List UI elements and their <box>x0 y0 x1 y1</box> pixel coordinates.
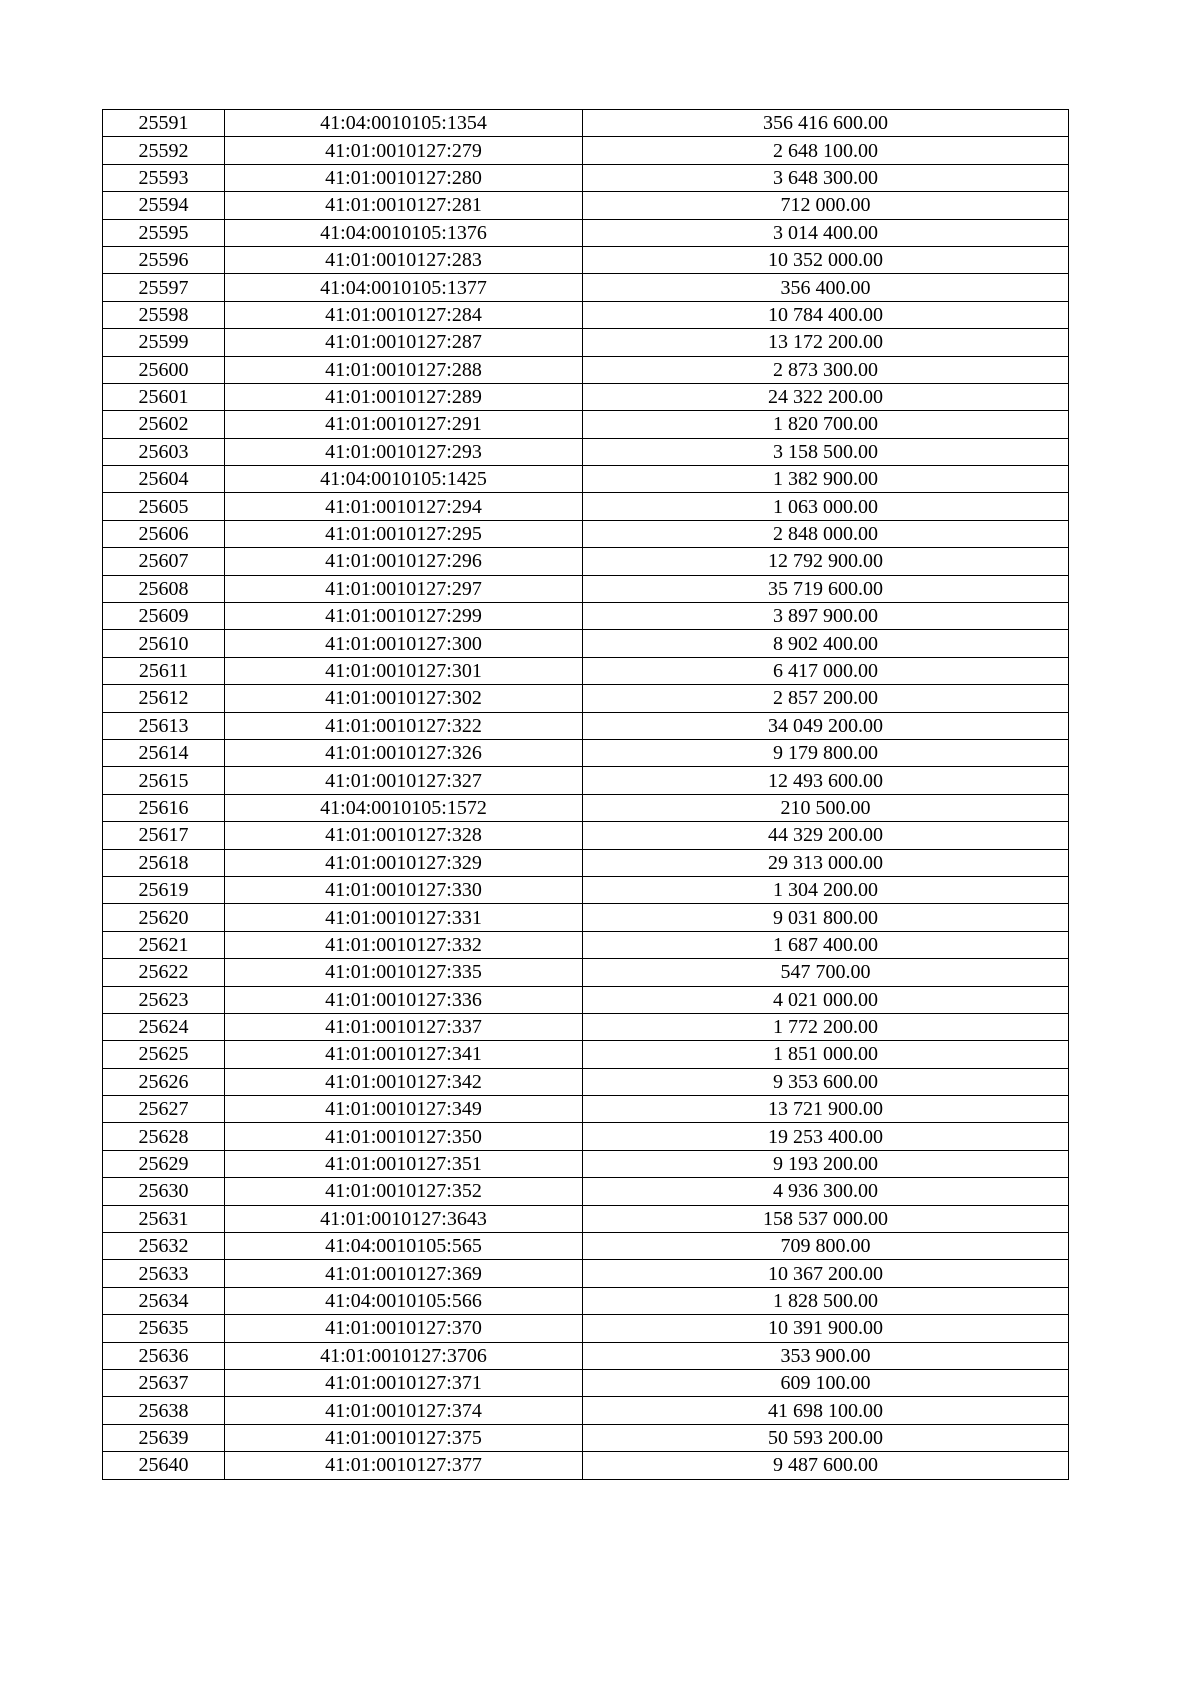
cadastral-value-cell: 1 304 200.00 <box>583 876 1069 903</box>
table-row <box>103 1178 1069 1205</box>
cadastral-value-cell: 8 902 400.00 <box>583 630 1069 657</box>
cadastral-number-cell: 41:01:0010127:287 <box>225 329 583 356</box>
cadastral-value-cell: 13 172 200.00 <box>583 329 1069 356</box>
table-row <box>103 630 1069 657</box>
cadastral-value-cell: 2 857 200.00 <box>583 685 1069 712</box>
table-row <box>103 1315 1069 1342</box>
cadastral-number-cell: 41:01:0010127:302 <box>225 685 583 712</box>
cadastral-value-cell: 12 792 900.00 <box>583 548 1069 575</box>
row-number-cell: 25630 <box>103 1178 225 1205</box>
cadastral-number-cell: 41:01:0010127:377 <box>225 1452 583 1479</box>
cadastral-value-cell: 19 253 400.00 <box>583 1123 1069 1150</box>
cadastral-value-cell: 3 897 900.00 <box>583 603 1069 630</box>
cadastral-number-cell: 41:04:0010105:1354 <box>225 110 583 137</box>
table-row <box>103 356 1069 383</box>
cadastral-value-cell: 9 193 200.00 <box>583 1150 1069 1177</box>
table-row <box>103 466 1069 493</box>
cadastral-number-cell: 41:01:0010127:374 <box>225 1397 583 1424</box>
table-row <box>103 301 1069 328</box>
row-number-cell: 25597 <box>103 274 225 301</box>
cadastral-value-cell: 2 873 300.00 <box>583 356 1069 383</box>
cadastral-number-cell: 41:01:0010127:335 <box>225 959 583 986</box>
cadastral-number-cell: 41:01:0010127:301 <box>225 657 583 684</box>
cadastral-number-cell: 41:01:0010127:3643 <box>225 1205 583 1232</box>
table-row <box>103 1342 1069 1369</box>
table-row <box>103 603 1069 630</box>
cadastral-number-cell: 41:01:0010127:369 <box>225 1260 583 1287</box>
table-row <box>103 849 1069 876</box>
table-row <box>103 959 1069 986</box>
cadastral-value-cell: 353 900.00 <box>583 1342 1069 1369</box>
table-row <box>103 219 1069 246</box>
table-row <box>103 1150 1069 1177</box>
cadastral-number-cell: 41:01:0010127:370 <box>225 1315 583 1342</box>
table-row <box>103 1452 1069 1479</box>
table-row <box>103 1068 1069 1095</box>
row-number-cell: 25628 <box>103 1123 225 1150</box>
cadastral-value-cell: 35 719 600.00 <box>583 575 1069 602</box>
row-number-cell: 25616 <box>103 794 225 821</box>
cadastral-number-cell: 41:01:0010127:3706 <box>225 1342 583 1369</box>
cadastral-number-cell: 41:01:0010127:293 <box>225 438 583 465</box>
cadastral-value-cell: 1 851 000.00 <box>583 1041 1069 1068</box>
row-number-cell: 25618 <box>103 849 225 876</box>
row-number-cell: 25621 <box>103 931 225 958</box>
row-number-cell: 25612 <box>103 685 225 712</box>
cadastral-value-cell: 13 721 900.00 <box>583 1096 1069 1123</box>
cadastral-value-cell: 3 648 300.00 <box>583 164 1069 191</box>
cadastral-number-cell: 41:01:0010127:337 <box>225 1013 583 1040</box>
row-number-cell: 25615 <box>103 767 225 794</box>
row-number-cell: 25623 <box>103 986 225 1013</box>
row-number-cell: 25595 <box>103 219 225 246</box>
cadastral-value-cell: 3 014 400.00 <box>583 219 1069 246</box>
table-row <box>103 712 1069 739</box>
cadastral-number-cell: 41:01:0010127:330 <box>225 876 583 903</box>
table-row <box>103 520 1069 547</box>
cadastral-value-cell: 712 000.00 <box>583 192 1069 219</box>
row-number-cell: 25620 <box>103 904 225 931</box>
cadastral-value-cell: 1 828 500.00 <box>583 1287 1069 1314</box>
row-number-cell: 25635 <box>103 1315 225 1342</box>
cadastral-value-cell: 1 382 900.00 <box>583 466 1069 493</box>
cadastral-number-cell: 41:01:0010127:291 <box>225 411 583 438</box>
cadastral-number-cell: 41:01:0010127:341 <box>225 1041 583 1068</box>
cadastral-value-cell: 10 784 400.00 <box>583 301 1069 328</box>
cadastral-value-cell: 29 313 000.00 <box>583 849 1069 876</box>
cadastral-value-cell: 24 322 200.00 <box>583 383 1069 410</box>
table-row <box>103 794 1069 821</box>
table-row <box>103 246 1069 273</box>
cadastral-value-cell: 10 367 200.00 <box>583 1260 1069 1287</box>
cadastral-number-cell: 41:01:0010127:328 <box>225 822 583 849</box>
cadastral-number-cell: 41:01:0010127:295 <box>225 520 583 547</box>
cadastral-number-cell: 41:01:0010127:279 <box>225 137 583 164</box>
table-row <box>103 1096 1069 1123</box>
cadastral-value-cell: 1 687 400.00 <box>583 931 1069 958</box>
table-row <box>103 1369 1069 1396</box>
cadastral-number-cell: 41:01:0010127:329 <box>225 849 583 876</box>
table-row <box>103 657 1069 684</box>
cadastral-value-cell: 210 500.00 <box>583 794 1069 821</box>
row-number-cell: 25594 <box>103 192 225 219</box>
row-number-cell: 25634 <box>103 1287 225 1314</box>
row-number-cell: 25624 <box>103 1013 225 1040</box>
cadastral-value-table <box>102 109 1069 1480</box>
cadastral-value-cell: 1 820 700.00 <box>583 411 1069 438</box>
cadastral-number-cell: 41:04:0010105:1572 <box>225 794 583 821</box>
table-row <box>103 1013 1069 1040</box>
cadastral-value-cell: 709 800.00 <box>583 1233 1069 1260</box>
cadastral-number-cell: 41:01:0010127:327 <box>225 767 583 794</box>
row-number-cell: 25631 <box>103 1205 225 1232</box>
table-row <box>103 1287 1069 1314</box>
cadastral-number-cell: 41:01:0010127:296 <box>225 548 583 575</box>
table-row <box>103 1424 1069 1451</box>
row-number-cell: 25603 <box>103 438 225 465</box>
row-number-cell: 25640 <box>103 1452 225 1479</box>
row-number-cell: 25639 <box>103 1424 225 1451</box>
cadastral-value-cell: 158 537 000.00 <box>583 1205 1069 1232</box>
table-row <box>103 1397 1069 1424</box>
table-row <box>103 137 1069 164</box>
cadastral-number-cell: 41:01:0010127:284 <box>225 301 583 328</box>
cadastral-value-cell: 609 100.00 <box>583 1369 1069 1396</box>
cadastral-number-cell: 41:01:0010127:371 <box>225 1369 583 1396</box>
row-number-cell: 25626 <box>103 1068 225 1095</box>
row-number-cell: 25605 <box>103 493 225 520</box>
row-number-cell: 25633 <box>103 1260 225 1287</box>
row-number-cell: 25591 <box>103 110 225 137</box>
table-row <box>103 438 1069 465</box>
cadastral-number-cell: 41:04:0010105:565 <box>225 1233 583 1260</box>
cadastral-number-cell: 41:01:0010127:300 <box>225 630 583 657</box>
table-row <box>103 329 1069 356</box>
table-row <box>103 904 1069 931</box>
table-row <box>103 1123 1069 1150</box>
table-body <box>103 110 1069 1480</box>
cadastral-value-cell: 34 049 200.00 <box>583 712 1069 739</box>
cadastral-value-cell: 10 352 000.00 <box>583 246 1069 273</box>
row-number-cell: 25608 <box>103 575 225 602</box>
row-number-cell: 25609 <box>103 603 225 630</box>
cadastral-value-cell: 547 700.00 <box>583 959 1069 986</box>
table-row <box>103 164 1069 191</box>
cadastral-value-cell: 9 031 800.00 <box>583 904 1069 931</box>
cadastral-value-cell: 41 698 100.00 <box>583 1397 1069 1424</box>
row-number-cell: 25606 <box>103 520 225 547</box>
table-row <box>103 575 1069 602</box>
cadastral-number-cell: 41:01:0010127:289 <box>225 383 583 410</box>
row-number-cell: 25600 <box>103 356 225 383</box>
row-number-cell: 25629 <box>103 1150 225 1177</box>
cadastral-value-cell: 50 593 200.00 <box>583 1424 1069 1451</box>
row-number-cell: 25619 <box>103 876 225 903</box>
row-number-cell: 25638 <box>103 1397 225 1424</box>
table-row <box>103 411 1069 438</box>
cadastral-value-cell: 4 936 300.00 <box>583 1178 1069 1205</box>
table-row <box>103 1041 1069 1068</box>
cadastral-value-cell: 12 493 600.00 <box>583 767 1069 794</box>
cadastral-number-cell: 41:01:0010127:375 <box>225 1424 583 1451</box>
row-number-cell: 25593 <box>103 164 225 191</box>
table-row <box>103 986 1069 1013</box>
cadastral-value-cell: 4 021 000.00 <box>583 986 1069 1013</box>
cadastral-number-cell: 41:01:0010127:336 <box>225 986 583 1013</box>
table-row <box>103 1233 1069 1260</box>
cadastral-value-cell: 356 416 600.00 <box>583 110 1069 137</box>
row-number-cell: 25617 <box>103 822 225 849</box>
row-number-cell: 25611 <box>103 657 225 684</box>
cadastral-number-cell: 41:01:0010127:280 <box>225 164 583 191</box>
cadastral-number-cell: 41:01:0010127:299 <box>225 603 583 630</box>
cadastral-value-cell: 9 487 600.00 <box>583 1452 1069 1479</box>
row-number-cell: 25636 <box>103 1342 225 1369</box>
row-number-cell: 25607 <box>103 548 225 575</box>
cadastral-number-cell: 41:01:0010127:297 <box>225 575 583 602</box>
row-number-cell: 25610 <box>103 630 225 657</box>
row-number-cell: 25598 <box>103 301 225 328</box>
row-number-cell: 25632 <box>103 1233 225 1260</box>
table-row <box>103 1205 1069 1232</box>
cadastral-value-cell: 9 179 800.00 <box>583 739 1069 766</box>
table-row <box>103 1260 1069 1287</box>
table-row <box>103 822 1069 849</box>
cadastral-number-cell: 41:01:0010127:350 <box>225 1123 583 1150</box>
row-number-cell: 25627 <box>103 1096 225 1123</box>
row-number-cell: 25614 <box>103 739 225 766</box>
table-row <box>103 685 1069 712</box>
row-number-cell: 25602 <box>103 411 225 438</box>
cadastral-value-cell: 1 772 200.00 <box>583 1013 1069 1040</box>
row-number-cell: 25601 <box>103 383 225 410</box>
cadastral-number-cell: 41:04:0010105:1377 <box>225 274 583 301</box>
row-number-cell: 25604 <box>103 466 225 493</box>
cadastral-number-cell: 41:01:0010127:342 <box>225 1068 583 1095</box>
table-row <box>103 876 1069 903</box>
cadastral-number-cell: 41:01:0010127:294 <box>225 493 583 520</box>
cadastral-value-cell: 1 063 000.00 <box>583 493 1069 520</box>
row-number-cell: 25599 <box>103 329 225 356</box>
table-row <box>103 110 1069 137</box>
cadastral-value-cell: 2 848 000.00 <box>583 520 1069 547</box>
cadastral-number-cell: 41:04:0010105:1376 <box>225 219 583 246</box>
cadastral-value-cell: 9 353 600.00 <box>583 1068 1069 1095</box>
table-row <box>103 192 1069 219</box>
cadastral-number-cell: 41:01:0010127:331 <box>225 904 583 931</box>
cadastral-number-cell: 41:01:0010127:322 <box>225 712 583 739</box>
cadastral-value-cell: 10 391 900.00 <box>583 1315 1069 1342</box>
table-row <box>103 493 1069 520</box>
cadastral-value-cell: 356 400.00 <box>583 274 1069 301</box>
cadastral-value-cell: 6 417 000.00 <box>583 657 1069 684</box>
row-number-cell: 25592 <box>103 137 225 164</box>
cadastral-number-cell: 41:04:0010105:566 <box>225 1287 583 1314</box>
cadastral-value-cell: 3 158 500.00 <box>583 438 1069 465</box>
table-row <box>103 767 1069 794</box>
cadastral-value-cell: 44 329 200.00 <box>583 822 1069 849</box>
cadastral-number-cell: 41:01:0010127:283 <box>225 246 583 273</box>
row-number-cell: 25596 <box>103 246 225 273</box>
cadastral-number-cell: 41:01:0010127:332 <box>225 931 583 958</box>
cadastral-number-cell: 41:01:0010127:281 <box>225 192 583 219</box>
cadastral-number-cell: 41:04:0010105:1425 <box>225 466 583 493</box>
row-number-cell: 25637 <box>103 1369 225 1396</box>
cadastral-number-cell: 41:01:0010127:352 <box>225 1178 583 1205</box>
table-row <box>103 548 1069 575</box>
row-number-cell: 25625 <box>103 1041 225 1068</box>
table-row <box>103 383 1069 410</box>
cadastral-value-cell: 2 648 100.00 <box>583 137 1069 164</box>
cadastral-number-cell: 41:01:0010127:349 <box>225 1096 583 1123</box>
row-number-cell: 25613 <box>103 712 225 739</box>
cadastral-number-cell: 41:01:0010127:351 <box>225 1150 583 1177</box>
table-row <box>103 274 1069 301</box>
cadastral-number-cell: 41:01:0010127:326 <box>225 739 583 766</box>
table-row <box>103 931 1069 958</box>
table-row <box>103 739 1069 766</box>
row-number-cell: 25622 <box>103 959 225 986</box>
cadastral-number-cell: 41:01:0010127:288 <box>225 356 583 383</box>
